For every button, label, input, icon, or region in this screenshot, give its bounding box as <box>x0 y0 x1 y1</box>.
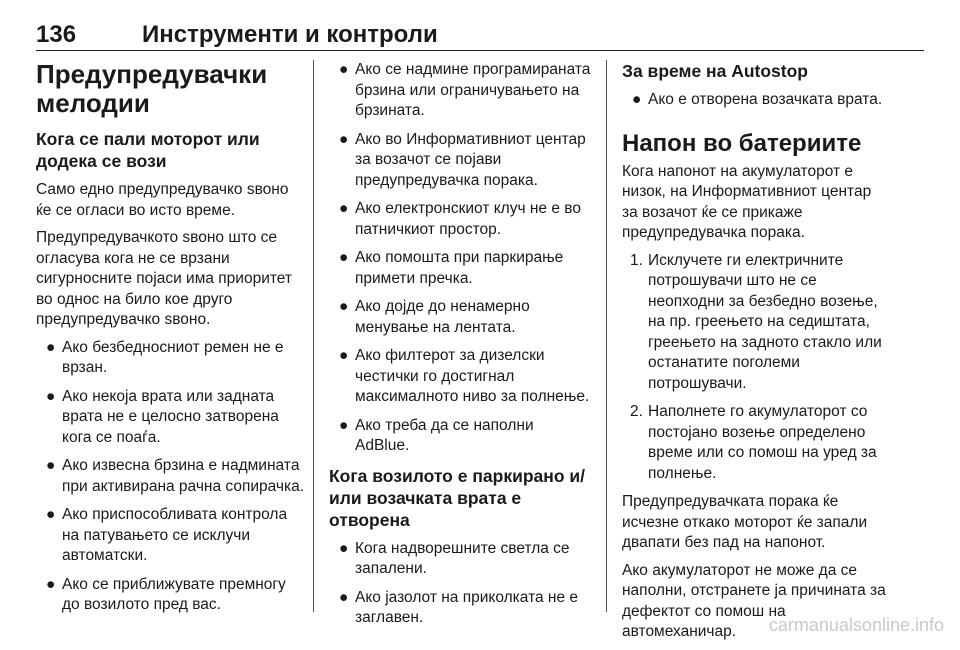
bullet-list <box>622 90 890 111</box>
list-item <box>622 402 890 484</box>
bullet-icon: ● <box>339 588 349 606</box>
bullet-list <box>36 338 304 616</box>
list-item-text: Наполнете го акумулаторот со постојано возење определено време или со помош на уред за полнење. <box>648 403 877 482</box>
list-item-text: Ако помошта при паркирање примети пречка. <box>355 249 564 287</box>
bullet-list <box>329 60 591 457</box>
bullet-icon: ● <box>46 387 56 405</box>
list-item <box>622 251 890 395</box>
step-number: 2. <box>630 403 643 420</box>
list-item <box>36 575 304 616</box>
list-item-text: Ако се надмине програмираната брзина или ограничувањето на брзината. <box>355 61 591 119</box>
list-item <box>329 199 591 240</box>
bullet-icon: ● <box>339 416 349 434</box>
column-divider-1 <box>313 60 314 612</box>
running-title: Инструменти и контроли <box>142 21 438 48</box>
bullet-icon: ● <box>339 249 349 266</box>
paragraph: Предупредувачкото ѕвоно што се огласува кога не се врзани сигурносните појаси има приоритет во однос на било кое друго предупредувачко ѕвоно. <box>36 229 292 328</box>
list-item-text: Ако филтерот за дизелски честички го достигнал максималното ниво за полнење. <box>355 347 590 405</box>
list-item-text: Ако некоја врата или задната врата не е целосно затворена кога се поаѓа. <box>62 387 279 446</box>
list-item-text: Ако безбедносниот ремен не е врзан. <box>62 338 284 376</box>
list-item <box>622 90 890 111</box>
step-number: 1. <box>630 251 643 269</box>
column-2 <box>329 60 591 637</box>
page-header <box>36 12 924 52</box>
list-item-text: Ако е отворена возачката врата. <box>648 91 883 108</box>
column-divider-2 <box>606 60 607 612</box>
bullet-icon: ● <box>339 347 349 364</box>
bullet-icon: ● <box>46 575 56 593</box>
list-item <box>36 505 304 567</box>
bullet-icon: ● <box>339 298 349 315</box>
list-item <box>329 130 591 192</box>
list-item <box>329 346 591 408</box>
bullet-icon: ● <box>46 506 56 523</box>
paragraph: Предупредувачката порака ќе исчезне откако моторот ќе запали двапати без пад на напонот. <box>622 493 868 551</box>
list-item-text: Исклучете ги електричните потрошувачи што не се неопходни за безбедно возење, на пр. греењето на седиштата, греењето на задното стакло или останатите поголеми потрошувачи. <box>648 251 882 392</box>
bullet-icon: ● <box>339 61 349 78</box>
list-item-text: Ако електронскиот клуч не е во патничкиот простор. <box>355 200 581 238</box>
subheading-vehicle-parked: Кога возилото е паркирано и/или возачката врата е отворена <box>329 465 585 530</box>
subheading-autostop: За време на Autostop <box>622 61 808 81</box>
bullet-icon: ● <box>339 130 349 148</box>
list-item-text: Ако во Информативниот центар за возачот се појави предупредувачка порака. <box>355 130 586 189</box>
list-item <box>329 588 591 629</box>
bullet-icon: ● <box>46 457 56 474</box>
numbered-list <box>622 251 890 485</box>
list-item <box>36 387 304 449</box>
list-item-text: Ако треба да се наполни AdBlue. <box>355 416 534 454</box>
paragraph: Само едно предупредувачко ѕвоно ќе се огласи во исто време. <box>36 181 289 219</box>
paragraph: Ако акумулаторот не може да се наполни, отстранете ја причината за дефектот со помош на автомеханичар. <box>622 561 886 640</box>
section-heading-battery-voltage: Напон во батериите <box>622 129 862 157</box>
section-heading-warning-chimes: Предупредувачки мелодии <box>36 59 268 118</box>
list-item <box>329 248 591 289</box>
list-item <box>329 539 591 580</box>
bullet-icon: ● <box>46 338 56 356</box>
bullet-icon: ● <box>339 539 349 557</box>
bullet-icon: ● <box>632 91 642 108</box>
list-item-text: Кога надворешните светла се запалени. <box>355 539 570 577</box>
column-1 <box>36 60 304 624</box>
paragraph: Кога напонот на акумулаторот е низок, на Информативниот центар за возачот ќе се прикаже предупредувачка порака. <box>622 162 872 241</box>
list-item <box>329 60 591 122</box>
bullet-icon: ● <box>339 200 349 217</box>
list-item <box>329 297 591 338</box>
column-3 <box>622 60 890 650</box>
watermark: carmanualsonline.info <box>768 615 944 635</box>
list-item <box>36 338 304 379</box>
list-item <box>36 456 304 497</box>
subheading-engine-start: Кога се пали моторот или додека се вози <box>36 129 260 171</box>
bullet-list <box>329 539 591 629</box>
list-item <box>329 416 591 457</box>
page-number: 136 <box>36 21 77 48</box>
header-rule <box>36 50 924 51</box>
list-item-text: Ако се приближувате премногу до возилото пред вас. <box>62 575 286 613</box>
list-item-text: Ако извесна брзина е надминатa при активирана рачна сопирачка. <box>62 457 305 495</box>
list-item-text: Ако приспособливата контрола на патувањето се исклучи автоматски. <box>62 506 288 564</box>
list-item-text: Ако дојде до ненамерно менување на лентата. <box>355 298 530 336</box>
list-item-text: Ако јазолот на приколката не е заглавен. <box>355 588 579 626</box>
